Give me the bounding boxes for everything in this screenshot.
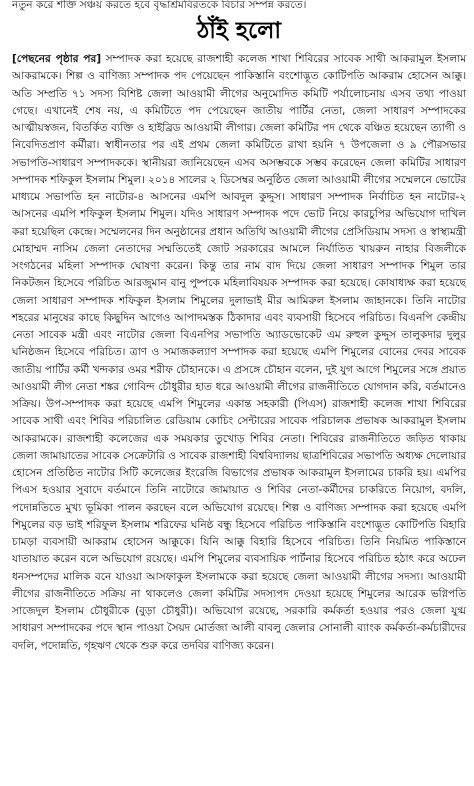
previous-article-fragment: নতুন করে শক্তি সঞ্চয় করতে হবে বৃদ্ধাশ্রমবিরতকে বিচার সম্পন্ন করতে। (12, 0, 307, 11)
article-headline: ঠাঁই হলো (196, 17, 282, 44)
continued-from-marker: [পেছনের পৃষ্ঠার পর] (12, 52, 101, 65)
article-body (12, 50, 466, 654)
article-body-text: সম্পাদক করা হয়েছে রাজশাহী কলেজ শাখা শিবিরের সাবেক সাথী আকরামুল ইসলাম আকরামকে। শিল্প ও বাণিজ্য সম্পাদক পদ পেয়েছেন পাকিস্তানি বংশোদ্ভূত কোটিপতি আকরাম হোসেন আক্কু। অতি সম্প্রতি ৭১ সদস্য বিশিষ্ট জেলা আওয়ামী লীগের অনুমোদিত কমিটি পর্যালোচনায় এসব তথ্য পাওয়া গেছে। এখানেই শেষ নয়, এ কমিটিতে পদ পেয়েছেন জাতীয় পার্টির নেতা, জেলা সাধারণ সম্পাদকের আত্মীয়স্বজন, বিতর্কিত ব্যক্তি ও হাইব্রিড আওয়ামী লীগার। জেলা কমিটির পদ থেকে বঞ্চিত হয়েছেন ত্যাগী ও নিবেদিতপ্রাণ কর্মীরা। স্বাধীনতার পর এই প্রথম জেলা কমিটিতে রাখা হয়নি ৭ উপজেলা ও ৯ পৌরসভার সভাপতি-সাধারণ সম্পাদককে। স্থানীয়রা জানিয়েছেন এসব অসম্ভবকে সম্ভব করেছেন জেলা কমিটির সাধারণ সম্পাদক শফিকুল ইসলাম শিমুল। ২০১৪ সালের ২ ডিসেম্বর অনুষ্ঠিত জেলা আওয়ামী লীগের সম্মেলনে ভোটের মাধ্যমে সভাপতি হন নাটোর-৪ আসনের এমপি আবদুল কুদ্দুস। সাধারণ সম্পাদক নির্বাচিত হন নাটোর-২ আসনের এমপি শফিকুল ইসলাম শিমুল। যদিও সাধারণ সম্পাদক পদে ভোট নিয়ে কারচুপির অভিযোগ দাখিল করা হয়েছিল কেন্দ্রে। সম্মেলনের দিন অনুষ্ঠানের প্রধান অতিথি আওয়ামী লীগের প্রেসিডিয়াম সদস্য ও স্বাস্থ্যমন্ত্রী মোহাম্মদ নাসিম জেলা নেতাদের সম্মতিতেই জোট সরকারের আমলে নির্যাতিত খায়রুন নাহার বিজলীকে সংগঠনের মহিলা সম্পাদক ঘোষণা করেন। কিন্তু তার নাম বাদ দিয়ে জেলা সাধারণ সম্পাদক শিমুল তার নিকটজন হিসেবে পরিচিত আরজুমান বানু পুষ্পকে মহিলাবিষয়ক সম্পাদক করা হয়েছে। কোষাধ্যক্ষ করা হয়েছে জেলা সাধারণ সম্পাদক শফিকুল ইসলাম শিমুলের দুলাভাই মীর আমিরুল ইসলাম জাহানকে। তিনি নাটোর শহরের মানুষের কাছে কিছুদিন আগেও আপাদমস্তক ঠিকাদার এবং ব্যবসায়ী হিসেবে পরিচিত। বিএনপি কেন্দ্রীয় নেতা সাবেক মন্ত্রী এবং নাটোর জেলা বিএনপির সভাপতি অ্যাডভোকেট এম রুহুল কুদ্দুস তালুকদার দুলুর ঘনিষ্ঠজন হিসেবে পরিচিত। ত্রাণ ও সমাজকল্যাণ সম্পাদক করা হয়েছে এমপি শিমুলের বোনের দেবর সাবেক জাতীয় পার্টির কর্মী খন্দকার ওমর শরীফ চৌহানকে। এ প্রসঙ্গে চৌহান বলেন, দুই যুগ আগে শিমুলের সঙ্গে প্রয়াত আওয়ামী লীগ নেতা শঙ্কর গোবিন্দ চৌধুরীর হাত ধরে আওয়ামী লীগের রাজনীতিতে যোগদান করি, বর্তমানেও সক্রিয়। উপ-সম্পাদক করা হয়েছে এমপি শিমুলের একান্ত সহকারী (পিএস) রাজশাহী কলেজ শাখা শিবিরের সাবেক সাথী এবং শিবির পরিচালিত রেডিয়াম কোচিং সেন্টারের সাবেক পরিচালক প্রভাষক আকরামুল ইসলাম আকরামকে। রাজশাহী কলেজের এক সময়কার তুখোড় শিবির নেতা। শিবিরের রাজনীতিতে জড়িত থাকায় জেলা জামায়াতের সাবেক সেক্রেটারি ও সাবেক রাজশাহী বিশ্ববিদ্যালয় ছাত্রশিবিরের সভাপতি অধ্যক্ষ দেলোয়ার হোসেন প্রতিষ্ঠিত নাটোর সিটি কলেজের ইংরেজি বিভাগের প্রভাষক আকরামুল ইসলামের চাকরি হয়। এমপির পিএস হওয়ার সুবাদে বর্তমানে তিনি নাটোরে জামায়াত ও শিবির নেতা-কর্মীদের চাকরিতে নিয়োগ, বদলি, পদোন্নতিতে মুখ্য ভূমিকা পালন করছেন বলে অভিযোগ রয়েছে। শিল্প ও বাণিজ্য সম্পাদক করা হয়েছে এমপি শিমুলের বড় ভাই শরিফুল ইসলাম শরিফের ঘনিষ্ঠ বন্ধু হিসেবে পরিচিত পাকিস্তানি বংশোদ্ভূত কোটিপতি বিহারি চামড়া ব্যবসায়ী আকরাম হোসেন আক্কুকে। যিনি আক্কু বিহারি হিসেবে পরিচিত। তিনি নিয়মিত পাকিস্তানে যাতায়াত করেন বলে অভিযোগ রয়েছে। এমপি শিমুলের ব্যবসায়িক পার্টনার হিসেবে পরিচিত হঠাৎ করে অঢেল ধনসম্পদের মালিক বনে যাওয়া আসফাকুল ইসলামকে করা হয়েছে জেলা আওয়ামী লীগের সদস্য। আওয়ামী লীগের রাজনীতিতে সক্রিয় না থাকলেও জেলা কমিটির সদস্যপদ দেওয়া হয়েছে শিমুলের আরেক ভগ্নিপতি সাজেদুল ইসলাম চৌধুরীকে (বুড়া চৌধুরী)। অভিযোগ রয়েছে, সরকারি কর্মকর্তা হওয়ার পরও জেলা যুগ্ম সাধারণ সম্পাদকের পদে স্থান পাওয়া সৈয়দ মোর্তজা আলী বাবলু জেলার সোনালী ব্যাংক কর্মকর্তা-কর্মচারীদের বদলি, পদোন্নতি, গৃহঋণ থেকে শুরু করে তদবির বাণিজ্য করেন। (12, 52, 466, 652)
